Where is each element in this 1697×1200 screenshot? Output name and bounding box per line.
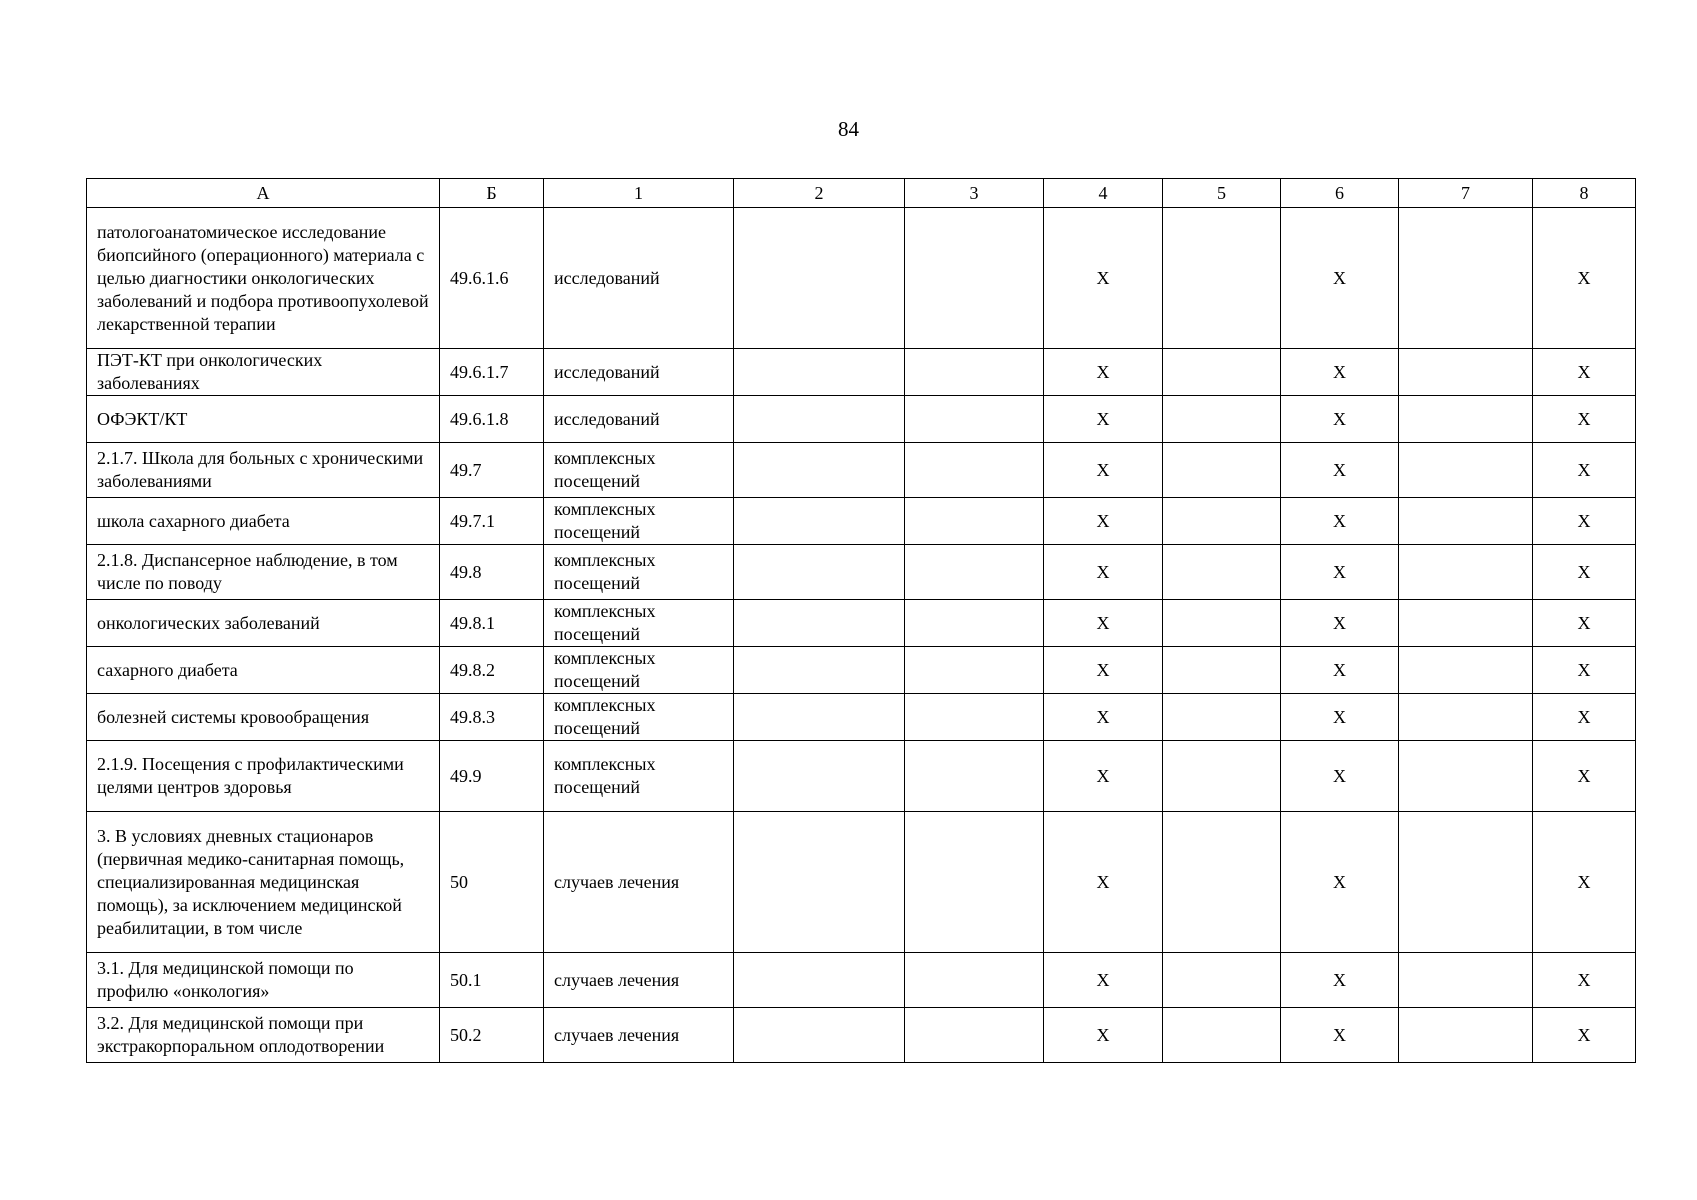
row-unit-cell: комплексных посещений: [544, 647, 734, 694]
col-7-cell: [1399, 545, 1533, 600]
row-label-cell: 2.1.8. Диспансерное наблюдение, в том числе по поводу: [87, 545, 440, 600]
col-8-cell: X: [1533, 349, 1636, 396]
table-row: [87, 741, 1636, 812]
table-row: [87, 396, 1636, 443]
col-6-cell: X: [1281, 812, 1399, 953]
col-3-cell: [905, 1008, 1044, 1063]
row-label-cell: болезней системы кровообращения: [87, 694, 440, 741]
col-6-cell: X: [1281, 349, 1399, 396]
header-row: [87, 179, 1636, 208]
col-8-cell: X: [1533, 396, 1636, 443]
col-5-cell: [1163, 647, 1281, 694]
col-6-cell: X: [1281, 694, 1399, 741]
row-label-cell: школа сахарного диабета: [87, 498, 440, 545]
page-number: 84: [838, 117, 859, 141]
col-6-cell: X: [1281, 443, 1399, 498]
col-2-cell: [734, 208, 905, 349]
row-label-cell: сахарного диабета: [87, 647, 440, 694]
col-2-cell: [734, 694, 905, 741]
row-label-cell: патологоанатомическое исследование биопсийного (операционного) материала с целью диагностики онкологических заболеваний и подбора противоопухолевой лекарственной терапии: [87, 208, 440, 349]
row-label-cell: 2.1.9. Посещения с профилактическими целями центров здоровья: [87, 741, 440, 812]
row-code-cell: 49.6.1.7: [440, 349, 544, 396]
col-3-cell: [905, 498, 1044, 545]
col-7-cell: [1399, 208, 1533, 349]
row-unit-cell: случаев лечения: [544, 1008, 734, 1063]
row-code-cell: 49.8: [440, 545, 544, 600]
header-cell-6: 6: [1281, 179, 1399, 208]
col-3-cell: [905, 396, 1044, 443]
col-8-cell: X: [1533, 647, 1636, 694]
col-4-cell: X: [1044, 600, 1163, 647]
table-row: [87, 812, 1636, 953]
col-7-cell: [1399, 1008, 1533, 1063]
table-body: [87, 208, 1636, 1063]
col-7-cell: [1399, 647, 1533, 694]
col-4-cell: X: [1044, 208, 1163, 349]
row-code-cell: 50.1: [440, 953, 544, 1008]
col-6-cell: X: [1281, 953, 1399, 1008]
col-6-cell: X: [1281, 498, 1399, 545]
col-4-cell: X: [1044, 498, 1163, 545]
col-7-cell: [1399, 443, 1533, 498]
col-6-cell: X: [1281, 396, 1399, 443]
col-8-cell: X: [1533, 600, 1636, 647]
header-cell-7: 7: [1399, 179, 1533, 208]
row-code-cell: 49.9: [440, 741, 544, 812]
col-6-cell: X: [1281, 647, 1399, 694]
col-3-cell: [905, 647, 1044, 694]
table-row: [87, 600, 1636, 647]
col-7-cell: [1399, 349, 1533, 396]
col-2-cell: [734, 443, 905, 498]
row-label-cell: ОФЭКТ/КТ: [87, 396, 440, 443]
header-cell-b: Б: [440, 179, 544, 208]
col-7-cell: [1399, 953, 1533, 1008]
header-cell-a: А: [87, 179, 440, 208]
row-unit-cell: комплексных посещений: [544, 498, 734, 545]
row-unit-cell: комплексных посещений: [544, 443, 734, 498]
col-6-cell: X: [1281, 741, 1399, 812]
row-label-cell: 2.1.7. Школа для больных с хроническими заболеваниями: [87, 443, 440, 498]
row-code-cell: 49.7.1: [440, 498, 544, 545]
header-cell-2: 2: [734, 179, 905, 208]
col-3-cell: [905, 443, 1044, 498]
col-8-cell: X: [1533, 545, 1636, 600]
col-3-cell: [905, 208, 1044, 349]
col-3-cell: [905, 349, 1044, 396]
col-5-cell: [1163, 953, 1281, 1008]
col-3-cell: [905, 953, 1044, 1008]
col-5-cell: [1163, 812, 1281, 953]
col-4-cell: X: [1044, 741, 1163, 812]
col-8-cell: X: [1533, 443, 1636, 498]
col-7-cell: [1399, 812, 1533, 953]
row-label-cell: 3.2. Для медицинской помощи при экстракорпоральном оплодотворении: [87, 1008, 440, 1063]
row-unit-cell: комплексных посещений: [544, 600, 734, 647]
header-cell-4: 4: [1044, 179, 1163, 208]
col-3-cell: [905, 812, 1044, 953]
row-code-cell: 49.8.2: [440, 647, 544, 694]
row-code-cell: 50.2: [440, 1008, 544, 1063]
col-4-cell: X: [1044, 812, 1163, 953]
row-label-cell: онкологических заболеваний: [87, 600, 440, 647]
col-4-cell: X: [1044, 349, 1163, 396]
col-7-cell: [1399, 694, 1533, 741]
col-6-cell: X: [1281, 600, 1399, 647]
col-8-cell: X: [1533, 694, 1636, 741]
col-4-cell: X: [1044, 443, 1163, 498]
col-4-cell: X: [1044, 647, 1163, 694]
col-5-cell: [1163, 349, 1281, 396]
row-unit-cell: случаев лечения: [544, 953, 734, 1008]
col-6-cell: X: [1281, 1008, 1399, 1063]
table-row: [87, 953, 1636, 1008]
col-2-cell: [734, 498, 905, 545]
col-6-cell: X: [1281, 545, 1399, 600]
col-2-cell: [734, 600, 905, 647]
table-row: [87, 694, 1636, 741]
col-4-cell: X: [1044, 694, 1163, 741]
col-2-cell: [734, 545, 905, 600]
col-4-cell: X: [1044, 545, 1163, 600]
col-7-cell: [1399, 498, 1533, 545]
header-cell-5: 5: [1163, 179, 1281, 208]
col-8-cell: X: [1533, 498, 1636, 545]
col-6-cell: X: [1281, 208, 1399, 349]
table-row: [87, 208, 1636, 349]
row-unit-cell: исследований: [544, 208, 734, 349]
row-unit-cell: комплексных посещений: [544, 545, 734, 600]
row-unit-cell: комплексных посещений: [544, 741, 734, 812]
col-8-cell: X: [1533, 953, 1636, 1008]
col-3-cell: [905, 600, 1044, 647]
col-4-cell: X: [1044, 396, 1163, 443]
col-3-cell: [905, 741, 1044, 812]
col-2-cell: [734, 396, 905, 443]
col-3-cell: [905, 545, 1044, 600]
col-4-cell: X: [1044, 953, 1163, 1008]
row-label-cell: 3. В условиях дневных стационаров (первичная медико-санитарная помощь, специализированная медицинская помощь), за исключением медицинской реабилитации, в том числе: [87, 812, 440, 953]
table-row: [87, 443, 1636, 498]
col-2-cell: [734, 349, 905, 396]
col-5-cell: [1163, 694, 1281, 741]
col-2-cell: [734, 953, 905, 1008]
col-2-cell: [734, 812, 905, 953]
row-code-cell: 49.6.1.8: [440, 396, 544, 443]
table-row: [87, 498, 1636, 545]
col-8-cell: X: [1533, 812, 1636, 953]
col-7-cell: [1399, 600, 1533, 647]
col-4-cell: X: [1044, 1008, 1163, 1063]
row-unit-cell: комплексных посещений: [544, 694, 734, 741]
col-7-cell: [1399, 396, 1533, 443]
row-unit-cell: исследований: [544, 396, 734, 443]
col-5-cell: [1163, 600, 1281, 647]
row-code-cell: 49.6.1.6: [440, 208, 544, 349]
row-code-cell: 50: [440, 812, 544, 953]
col-2-cell: [734, 1008, 905, 1063]
col-5-cell: [1163, 741, 1281, 812]
col-8-cell: X: [1533, 208, 1636, 349]
col-5-cell: [1163, 443, 1281, 498]
header-cell-3: 3: [905, 179, 1044, 208]
row-code-cell: 49.8.1: [440, 600, 544, 647]
header-cell-1: 1: [544, 179, 734, 208]
col-8-cell: X: [1533, 741, 1636, 812]
col-2-cell: [734, 741, 905, 812]
col-5-cell: [1163, 1008, 1281, 1063]
row-label-cell: 3.1. Для медицинской помощи по профилю «онкология»: [87, 953, 440, 1008]
col-5-cell: [1163, 545, 1281, 600]
col-5-cell: [1163, 396, 1281, 443]
row-unit-cell: случаев лечения: [544, 812, 734, 953]
table-row: [87, 349, 1636, 396]
row-unit-cell: исследований: [544, 349, 734, 396]
table-row: [87, 545, 1636, 600]
row-label-cell: ПЭТ-КТ при онкологических заболеваниях: [87, 349, 440, 396]
col-5-cell: [1163, 208, 1281, 349]
col-5-cell: [1163, 498, 1281, 545]
table-row: [87, 647, 1636, 694]
col-2-cell: [734, 647, 905, 694]
row-code-cell: 49.7: [440, 443, 544, 498]
col-8-cell: X: [1533, 1008, 1636, 1063]
header-cell-8: 8: [1533, 179, 1636, 208]
row-code-cell: 49.8.3: [440, 694, 544, 741]
col-7-cell: [1399, 741, 1533, 812]
col-3-cell: [905, 694, 1044, 741]
table-row: [87, 1008, 1636, 1063]
data-table: [86, 178, 1636, 1063]
